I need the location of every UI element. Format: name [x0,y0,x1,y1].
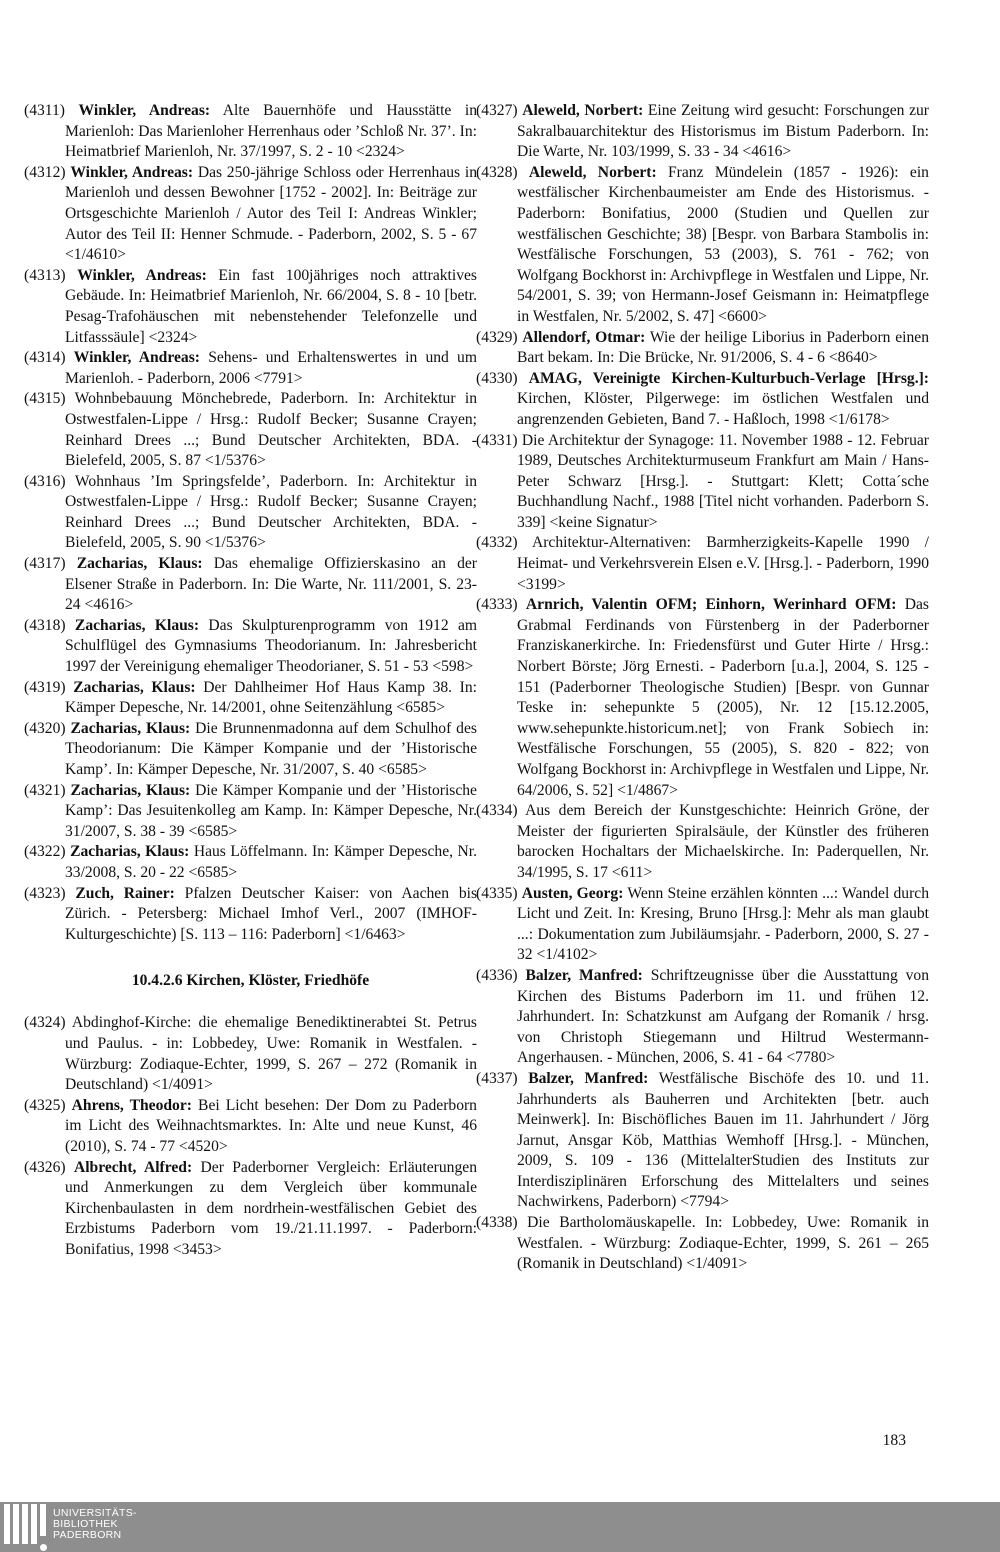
entry-number: (4333) [476,596,518,614]
entry-number: (4327) [476,102,518,119]
entry-author: Zacharias, Klaus: [70,781,191,799]
entry-text: Der Dahlheimer Hof Haus Kamp 38. In: Kämper Depesche, Nr. 14/2001, ohne Seitenzählung <6585> [65,678,477,717]
entry-author: Aleweld, Norbert: [522,102,644,119]
entry-author: Zuch, Rainer: [75,884,175,902]
entry-text: Bei Licht besehen: Der Dom zu Paderborn im Licht des Weihnachtsmarktes. In: Alte und neue Kunst, 46 (2010), S. 74 - 77 <4520> [65,1096,477,1155]
bibliography-entry [476,595,929,801]
bibliography-entry [24,1013,477,1095]
entry-number: (4313) [24,266,66,284]
entry-list-left-continued [24,1013,477,1260]
entry-text: Wenn Steine erzählen könnten ...: Wandel durch Licht und Zeit. In: Kresing, Bruno [Hrsg.]: Mehr als man glaubt ...: Dokumentation zum Jubiläumsjahr. - Paderborn, 2000, S. 27 - 32 <1/4102> [517,884,929,964]
entry-author: Ahrens, Theodor: [71,1096,192,1114]
page-number: 183 [882,1432,906,1449]
entry-text: Eine Zeitung wird gesucht: Forschungen zur Sakralbauarchitektur des Historismus im Bistum Paderborn. In: Die Warte, Nr. 103/1999, S. 33 - 34 <4616> [517,102,929,161]
entry-author: Balzer, Manfred: [525,966,643,984]
entry-number: (4328) [476,163,518,181]
entry-number: (4326) [24,1158,66,1176]
bibliography-entry [24,616,477,678]
logo-line-3: PADERBORN [53,1529,122,1541]
entry-text: Aus dem Bereich der Kunstgeschichte: Heinrich Gröne, der Meister der figurierten Spiralsäule, der Künstler des früheren barocken Hochaltars der Michaelskirche. In: Paderquellen, Nr. 34/1995, S. 17 <611> [517,802,929,881]
bibliography-entry [24,266,477,348]
entry-number: (4322) [24,843,66,861]
entry-author: Winkler, Andreas: [77,266,207,284]
entry-list-left [24,101,477,945]
bibliography-entry [24,163,477,266]
entry-author: Winkler, Andreas: [70,163,194,181]
bibliography-entry [476,101,929,163]
entry-author: Arnrich, Valentin OFM; Einhorn, Werinhard OFM: [525,596,897,614]
entry-number: (4320) [24,719,66,737]
entry-number: (4335) [476,884,518,902]
entry-text: Wohnhaus ’Im Springsfelde’, Paderborn. In: Architektur in Ostwestfalen-Lippe / Hrsg.: Rudolf Becker; Susanne Crayen; Reinhard Drees ...; Bund Deutscher Architekten, BDA. - Bielefeld, 2005, S. 90 <1/5376> [65,472,477,552]
bibliography-entry [24,348,477,389]
entry-number: (4324) [24,1014,66,1032]
entry-text: Abdinghof-Kirche: die ehemalige Benediktinerabtei St. Petrus und Paulus. - in: Lobbedey, Uwe: Romanik in Westfalen. - Würzburg: Zodiaque-Echter, 1999, S. 267 – 272 (Romanik in Deutschland) <1/4091> [65,1014,477,1094]
logo-text [53,1508,137,1541]
entry-author: Allendorf, Otmar: [522,328,646,346]
entry-author: Zacharias, Klaus: [74,616,200,634]
entry-text: Schriftzeugnisse über die Ausstattung von Kirchen des Bistums Paderborn im 11. und frühen 12. Jahrhundert. In: Schatzkunst am Aufgang der Romanik / hrsg. von Christoph Stiegemann und Hiltrud Westermann-Angerhausen. - München, 2006, S. 41 - 64 <7780> [517,966,929,1067]
logo-line-2: BIBLIOTHEK [53,1518,118,1530]
entry-author: Winkler, Andreas: [78,102,211,119]
entry-number: (4323) [24,884,66,902]
bibliography-entry [24,842,477,883]
entry-text: Architektur-Alternativen: Barmherzigkeits-Kapelle 1990 / Heimat- und Verkehrsverein Elsen e.V. [Hrsg.]. - Paderborn, 1990 <3199> [517,534,929,593]
entry-number: (4314) [24,349,66,367]
bibliography-entry [24,719,477,781]
bibliography-entry [24,389,477,471]
entry-number: (4332) [476,534,518,552]
library-footer-bar [0,1502,1000,1552]
entry-author: Zacharias, Klaus: [70,843,190,861]
entry-text: Wohnbebauung Mönchebrede, Paderborn. In: Architektur in Ostwestfalen-Lippe / Hrsg.: Rudolf Becker; Susanne Crayen; Reinhard Drees ...; Bund Deutscher Architekten, BDA. - Bielefeld, 2005, S. 87 <1/5376> [65,390,477,470]
entry-number: (4337) [476,1069,518,1087]
entry-text: Wie der heilige Liborius in Paderborn einen Bart bekam. In: Die Brücke, Nr. 91/2006, S. 4 - 6 <8640> [517,328,929,367]
entry-author: Aleweld, Norbert: [528,163,657,181]
bibliography-entry [24,781,477,843]
entry-number: (4311) [24,102,65,119]
entry-list-right [476,101,929,1275]
entry-number: (4321) [24,781,66,799]
bibliography-entry [24,1096,477,1158]
entry-number: (4338) [476,1214,518,1232]
entry-text: Die Kämper Kompanie und der ’Historische Kamp’: Das Jesuitenkolleg am Kamp. In: Kämper Depesche, Nr. 31/2007, S. 38 - 39 <6585> [65,781,477,840]
entry-number: (4316) [24,472,66,490]
bibliography-entry [24,554,477,616]
bibliography-entry [476,1069,929,1213]
entry-number: (4318) [24,616,66,634]
bibliography-entry [476,369,929,431]
right-column [476,101,929,1275]
entry-author: AMAG, Vereinigte Kirchen-Kulturbuch-Verlage [Hrsg.]: [528,369,929,387]
entry-text: Das 250-jährige Schloss oder Herrenhaus in Marienloh und dessen Bewohner [1752 - 2002]. In: Beiträge zur Ortsgeschichte Marienloh / Autor des Teil I: Andreas Winkler; Autor des Teil II: Henner Schmude. - Paderborn, 2002, S. 5 - 67 <1/4610> [65,163,477,264]
bibliography-entry [476,431,929,534]
entry-text: Westfälische Bischöfe des 10. und 11. Jahrhunderts als Bauherren und Architekten [betr. auch Meinwerk]. In: Bischöfliches Bauen im 11. Jahrhundert / Jörg Jarnut, Ansgar Köb, Matthias Wemhoff [Hrsg.]. - München, 2009, S. 109 - 136 (MittelalterStudien des Instituts zur Interdisziplinären Erforschung des Mittelalters und seines Nachwirkens, Paderborn) <7794> [517,1069,929,1211]
bibliography-entry [476,1213,929,1275]
entry-number: (4334) [476,802,518,820]
entry-author: Zacharias, Klaus: [70,719,191,737]
entry-author: Austen, Georg: [521,884,624,902]
entry-number: (4329) [476,328,518,346]
entry-text: Das Grabmal Ferdinands von Fürstenberg in der Paderborner Franziskanerkirche. In: Friedensfürst und Guter Hirte / Hrsg.: Norbert Börste; Jörg Ernesti. - Paderborn [u.a.], 2004, S. 125 - 151 (Paderborner Theologische Studien) [Bespr. von Gunnar Teske in: sehepunkte 5 (2005), Nr. 12 [15.12.2005, www.sehepunkte.historicum.net]; von Frank Sobiech in: Westfälische Forschungen, 55 (2005), S. 820 - 822; von Wolfgang Bockhorst in: Archivpflege in Westfalen und Lippe, Nr. 64/2006, S. 52] <1/4867> [517,596,930,799]
entry-text: Die Bartholomäuskapelle. In: Lobbedey, Uwe: Romanik in Westfalen. - Würzburg: Zodiaque-Echter, 1999, S. 261 – 265 (Romanik in Deutschland) <1/4091> [517,1214,930,1273]
bibliography-entry [476,328,929,369]
entry-author: Balzer, Manfred: [528,1069,649,1087]
logo-stripes-icon [4,1504,48,1552]
bibliography-entry [24,884,477,946]
entry-text: Das ehemalige Offizierskasino an der Elsener Straße in Paderborn. In: Die Warte, Nr. 111/2001, S. 23-24 <4616> [65,555,478,614]
entry-text: Die Architektur der Synagoge: 11. November 1988 - 12. Februar 1989, Deutsches Architekturmuseum Frankfurt am Main / Hans-Peter Schwarz [Hrsg.]. - Stuttgart: Klett; Cotta´sche Buchhandlung Nachf., 1988 [Titel nicht vorhanden. Paderborn S. 339] <keine Signatur> [517,431,929,531]
entry-text: Das Skulpturenprogramm von 1912 am Schulflügel des Gymnasiums Theodorianum. In: Jahresbericht 1997 der Vereinigung ehemaliger Theodorianer, S. 51 - 53 <598> [65,616,478,676]
entry-number: (4331) [476,431,518,449]
entry-text: Ein fast 100jähriges noch attraktives Gebäude. In: Heimatbrief Marienloh, Nr. 66/2004, S. 8 - 10 [betr. Pesag-Trafohäuschen mit nebenstehender Telefonzelle und Litfasssäule] <2324> [65,266,477,346]
bibliography-entry [24,678,477,719]
entry-text: Pfalzen Deutscher Kaiser: von Aachen bis Zürich. - Petersberg: Michael Imhof Verl., 2007 (IMHOF-Kulturgeschichte) [S. 113 – 116: Paderborn] <1/6463> [65,884,478,943]
bibliography-entry [476,163,929,328]
entry-author: Albrecht, Alfred: [73,1158,193,1176]
bibliography-entry [476,533,929,595]
bibliography-entry [24,101,477,163]
library-logo [4,1504,164,1552]
entry-author: Zacharias, Klaus: [73,678,196,696]
entry-number: (4315) [24,390,66,408]
entry-text: Alte Bauernhöfe und Hausstätte in Marienloh: Das Marienloher Herrenhaus oder ’Schloß Nr. 37’. In: Heimatbrief Marienloh, Nr. 37/1997, S. 2 - 10 <2324> [65,102,477,161]
entry-author: Winkler, Andreas: [73,349,200,367]
section-heading: 10.4.2.6 Kirchen, Klöster, Friedhöfe [131,972,370,990]
entry-number: (4317) [24,555,66,573]
entry-number: (4312) [24,163,66,181]
entry-number: (4336) [476,966,518,984]
bibliography-entry [476,966,929,1069]
entry-text: Der Paderborner Vergleich: Erläuterungen und Anmerkungen zu dem Vergleich über kommunale Kirchenbaulasten in dem nordrhein-westfälischen Gebiet des Erzbistums Paderborn vom 19./21.11.1997. - Paderborn: Bonifatius, 1998 <3453> [65,1158,477,1258]
bibliography-entry [476,801,929,883]
entry-number: (4319) [24,678,66,696]
entry-text: Haus Löffelmann. In: Kämper Depesche, Nr. 33/2008, S. 20 - 22 <6585> [65,843,478,881]
bibliography-entry [24,1158,477,1261]
bibliography-entry [24,472,477,554]
entry-text: Die Brunnenmadonna auf dem Schulhof des Theodorianum: Die Kämper Kompanie und der ’Historische Kamp’. In: Kämper Depesche, Nr. 31/2007, S. 40 <6585> [65,719,477,778]
entry-text: Kirchen, Klöster, Pilgerwege: im östlichen Westfalen und angrenzenden Gebieten, Band 7. - Haßloch, 1998 <1/6178> [517,390,929,428]
left-column [24,101,477,1260]
logo-line-1: UNIVERSITÄTS- [53,1507,137,1519]
entry-number: (4330) [476,369,518,387]
entry-text: Franz Mündelein (1857 - 1926): ein westfälischer Kirchenbaumeister am Ende des Historismus. - Paderborn: Bonifatius, 2000 (Studien und Quellen zur westfälischen Geschichte; 38) [Bespr. von Barbara Stambolis in: Westfälische Forschungen, 53 (2003), S. 761 - 762; von Wolfgang Bockhorst in: Archivpflege in Westfalen und Lippe, Nr. 54/2001, S. 39; von Hermann-Josef Geismann in: Heimatpflege in Westfalen, Nr. 5/2002, S. 47] <6600> [517,163,929,325]
bibliography-entry [476,884,929,966]
entry-number: (4325) [24,1096,66,1114]
entry-author: Zacharias, Klaus: [76,555,203,573]
entry-text: Sehens- und Erhaltenswertes in und um Marienloh. - Paderborn, 2006 <7791> [65,349,477,387]
